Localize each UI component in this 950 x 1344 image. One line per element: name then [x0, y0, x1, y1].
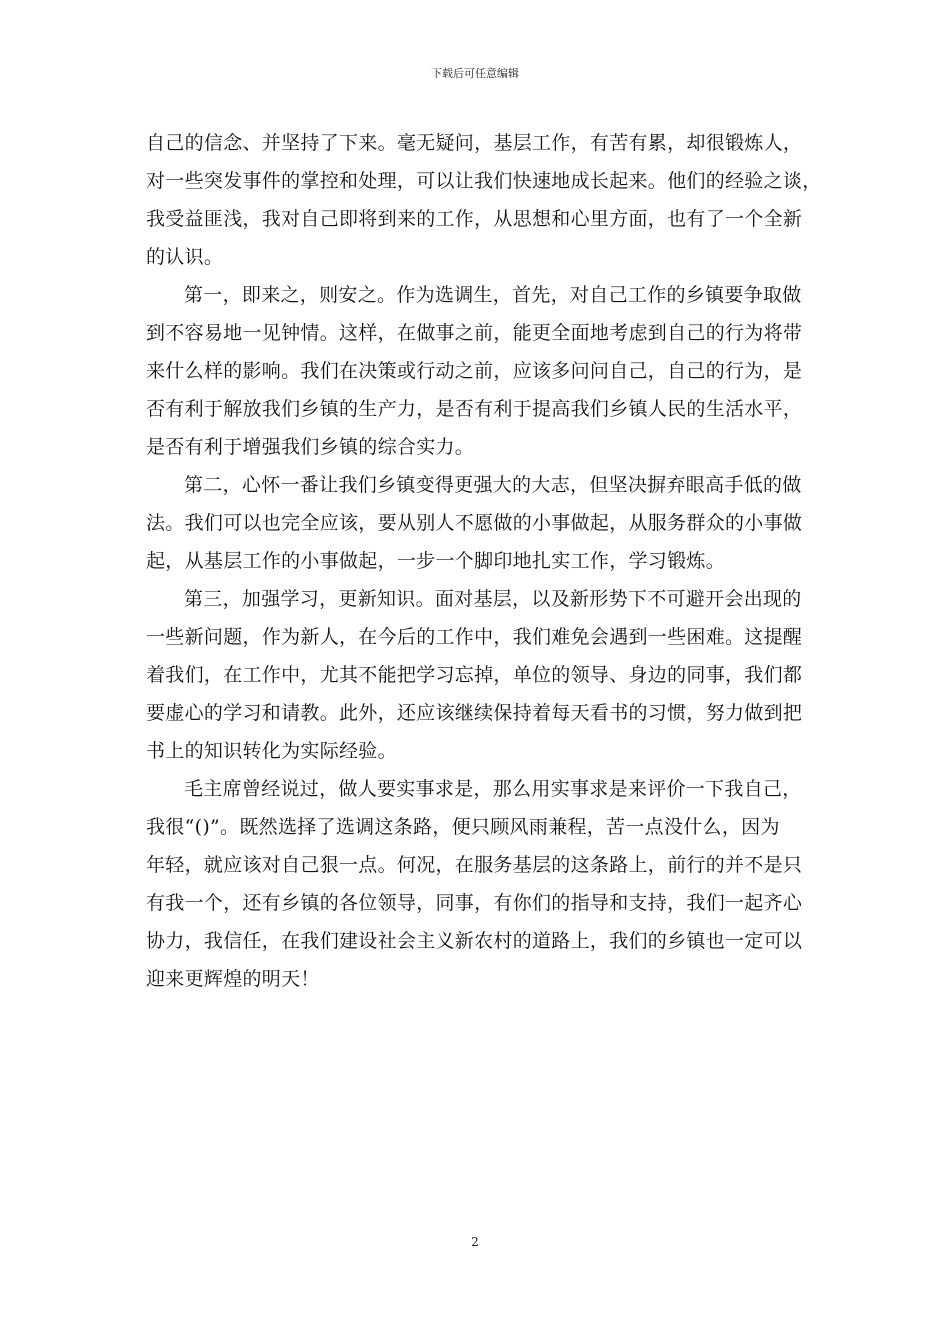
text-line: 自己的信念、并坚持了下来。毫无疑问，基层工作，有苦有累，却很锻炼人， — [146, 132, 803, 154]
text-line: 的认识。 — [146, 246, 224, 268]
text-line: 有我一个，还有乡镇的各位领导，同事，有你们的指导和支持，我们一起齐心 — [146, 892, 803, 914]
paragraph-4 — [146, 580, 814, 770]
text-line: 到不容易地一见钟情。这样，在做事之前，能更全面地考虑到自己的行为将带 — [146, 322, 803, 344]
paragraph-2 — [146, 276, 814, 466]
text-line: 第一，即来之，则安之。作为选调生，首先，对自己工作的乡镇要争取做 — [184, 284, 802, 306]
text-line: 起，从基层工作的小事做起，一步一个脚印地扎实工作，学习锻炼。 — [146, 550, 726, 572]
text-line: 对一些突发事件的掌控和处理，可以让我们快速地成长起来。他们的经验之谈， — [146, 170, 822, 192]
page-number: 2 — [471, 1235, 479, 1249]
text-line: 年轻，就应该对自己狠一点。何况，在服务基层的这条路上，前行的并不是只 — [146, 854, 803, 876]
text-line: 协力，我信任，在我们建设社会主义新农村的道路上，我们的乡镇也一定可以 — [146, 930, 803, 952]
document-body — [146, 124, 822, 998]
text-line: 来什么样的影响。我们在决策或行动之前，应该多问问自己，自己的行为，是 — [146, 360, 803, 382]
text-line: 我很“()”。既然选择了选调这条路，便只顾风雨兼程，苦一点没什么，因为 — [146, 816, 780, 838]
text-line: 法。我们可以也完全应该，要从别人不愿做的小事做起，从服务群众的小事做 — [146, 512, 803, 534]
text-line: 要虚心的学习和请教。此外，还应该继续保持着每天看书的习惯，努力做到把 — [146, 702, 803, 724]
text-line: 毛主席曾经说过，做人要实事求是，那么用实事求是来评价一下我自己， — [184, 778, 802, 800]
text-line: 一些新问题，作为新人，在今后的工作中，我们难免会遇到一些困难。这提醒 — [146, 626, 803, 648]
page-header: 下载后可任意编辑 — [431, 67, 519, 80]
text-line: 否有利于解放我们乡镇的生产力，是否有利于提高我们乡镇人民的生活水平， — [146, 398, 803, 420]
text-line: 第三，加强学习，更新知识。面对基层，以及新形势下不可避开会出现的 — [184, 588, 802, 610]
text-line: 是否有利于增强我们乡镇的综合实力。 — [146, 436, 475, 458]
text-line: 我受益匪浅，我对自己即将到来的工作，从思想和心里方面，也有了一个全新 — [146, 208, 803, 230]
text-line: 着我们，在工作中，尤其不能把学习忘掉，单位的领导、身边的同事，我们都 — [146, 664, 803, 686]
text-line: 第二，心怀一番让我们乡镇变得更强大的大志，但坚决摒弃眼高手低的做 — [184, 474, 802, 496]
paragraph-5 — [146, 770, 814, 998]
text-line: 迎来更辉煌的明天！ — [146, 968, 320, 990]
paragraph-3 — [146, 466, 814, 580]
text-line: 书上的知识转化为实际经验。 — [146, 740, 397, 762]
paragraph-1 — [146, 124, 822, 276]
